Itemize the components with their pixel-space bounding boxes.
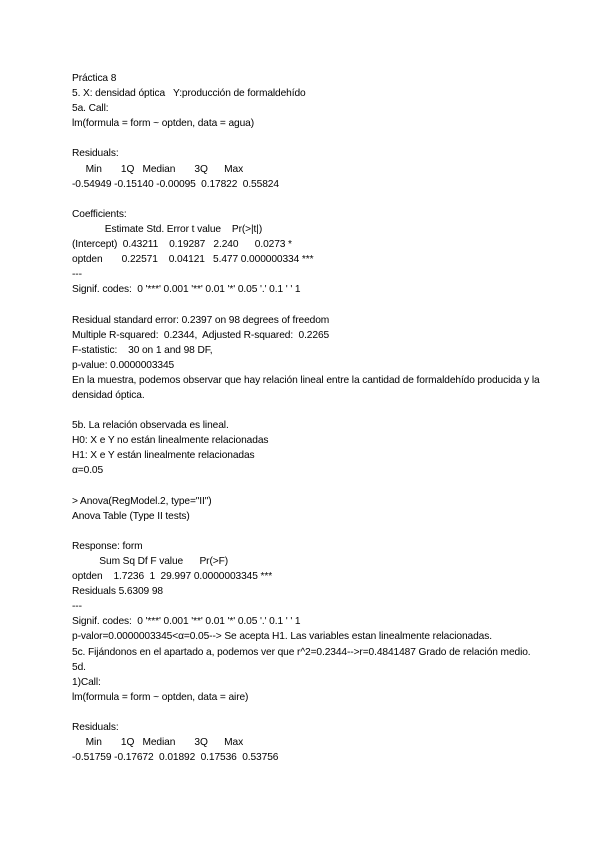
anova-command: > Anova(RegModel.2, type="II") — [72, 495, 212, 507]
blank-line — [72, 705, 542, 720]
residuals-values-2: -0.51759 -0.17672 0.01892 0.17536 0.53756 — [72, 752, 279, 764]
anova-optden-row: optden 1.7236 1 29.997 0.0000003345 *** — [72, 571, 273, 583]
separator-line: --- — [72, 601, 82, 613]
problem-statement: 5. X: densidad óptica Y:producción de formaldehído — [72, 88, 306, 100]
signif-codes: Signif. codes: 0 '***' 0.001 '**' 0.01 '*' 0.05 '.' 0.1 ' ' 1 — [72, 616, 301, 628]
anova-header: Sum Sq Df F value Pr(>F) — [72, 556, 229, 567]
blank-line — [72, 524, 542, 539]
document-page — [72, 71, 542, 765]
r-squared-line: Multiple R-squared: 0.2344, Adjusted R-squared: 0.2265 — [72, 329, 330, 341]
residuals-values: -0.54949 -0.15140 -0.00095 0.17822 0.55824 — [72, 178, 279, 190]
section-5a-heading: 5a. Call: — [72, 103, 109, 115]
p-valor-conclusion: p-valor=0.0000003345<α=0.05--> Se acepta H1. Las variables estan linealmente relacionadas. — [72, 631, 492, 643]
blank-line — [72, 479, 542, 494]
separator-line: --- — [72, 269, 82, 281]
residuals-label: Residuals: — [72, 148, 119, 160]
residuals-header-2: Min 1Q Median 3Q Max — [72, 737, 244, 749]
p-value-line: p-value: 0.0000003345 — [72, 359, 175, 371]
f-statistic-line: F-statistic: 30 on 1 and 98 DF, — [72, 344, 213, 356]
lm-call-agua: lm(formula = form ~ optden, data = agua) — [72, 118, 255, 130]
coefficients-header: Estimate Std. Error t value Pr(>|t|) — [72, 223, 263, 235]
anova-table-title: Anova Table (Type II tests) — [72, 510, 190, 522]
coefficients-optden-row: optden 0.22571 0.04121 5.477 0.000000334 *** — [72, 254, 314, 266]
blank-line — [72, 192, 542, 207]
blank-line — [72, 403, 542, 418]
blank-line — [72, 131, 542, 146]
response-line: Response: form — [72, 540, 143, 552]
section-5d-heading: 5d. — [72, 661, 86, 673]
title-line: Práctica 8 — [72, 73, 117, 84]
residuals-header: Min 1Q Median 3Q Max — [72, 163, 244, 175]
signif-codes: Signif. codes: 0 '***' 0.001 '**' 0.01 '*' 0.05 '.' 0.1 ' ' 1 — [72, 284, 301, 296]
residual-standard-error: Residual standard error: 0.2397 on 98 degrees of freedom — [72, 314, 330, 326]
section-5b-heading: 5b. La relación observada es lineal. — [72, 420, 229, 432]
blank-line — [72, 297, 542, 312]
hypothesis-h1: H1: X e Y están linealmente relacionadas — [72, 450, 255, 462]
hypothesis-h0: H0: X e Y no están linealmente relacionadas — [72, 435, 269, 447]
residuals-label-2: Residuals: — [72, 722, 119, 734]
section-5c-text: 5c. Fijándonos en el apartado a, podemos ver que r^2=0.2344-->r=0.4841487 Grado de relación medio. — [72, 646, 531, 658]
conclusion-5a: En la muestra, podemos observar que hay relación lineal entre la cantidad de formaldehído producida y la densidad óptica. — [72, 374, 540, 401]
lm-call-aire: lm(formula = form ~ optden, data = aire) — [72, 691, 249, 703]
alpha-line: α=0.05 — [72, 465, 104, 477]
coefficients-intercept-row: (Intercept) 0.43211 0.19287 2.240 0.0273 * — [72, 239, 292, 251]
call-label: 1)Call: — [72, 676, 101, 688]
coefficients-label: Coefficients: — [72, 208, 127, 220]
anova-residuals-row: Residuals 5.6309 98 — [72, 586, 163, 598]
